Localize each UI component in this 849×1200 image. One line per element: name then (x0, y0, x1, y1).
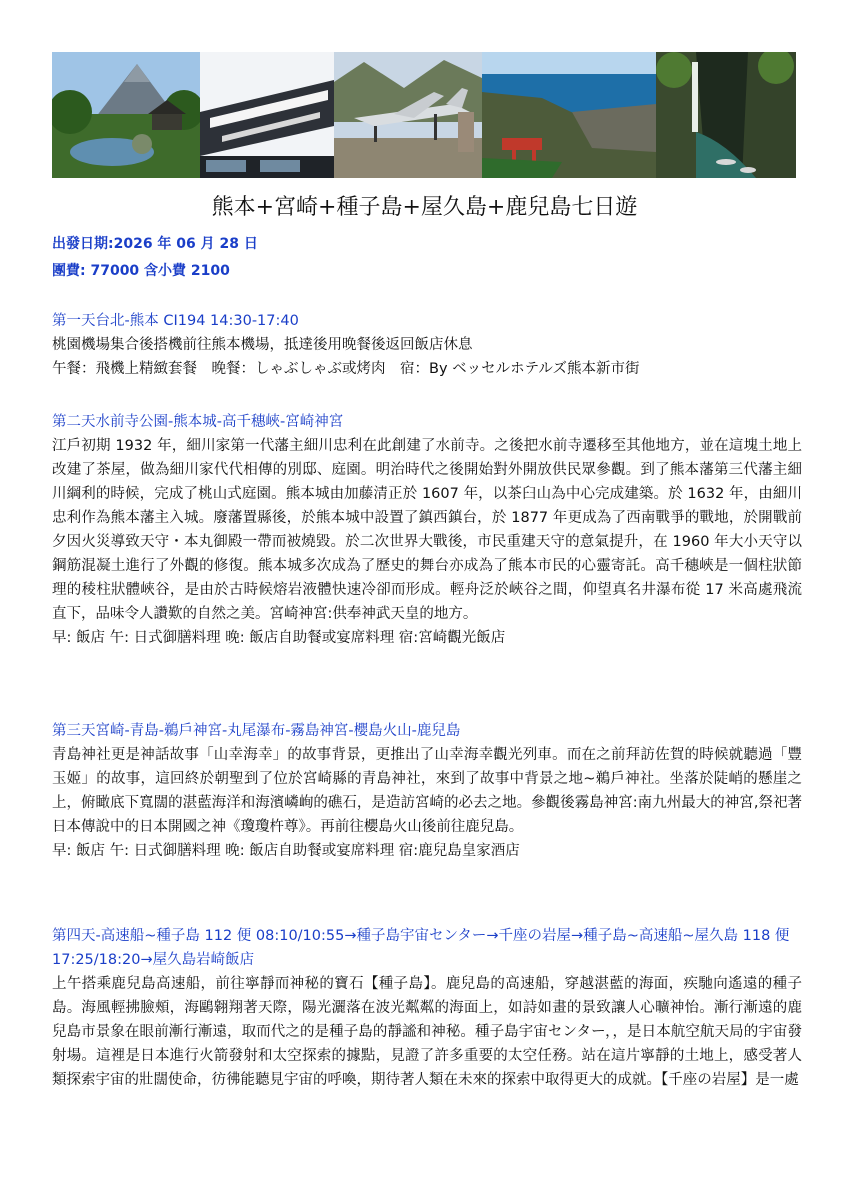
aircraft-photo (334, 52, 482, 178)
doc-title: 熊本+宮崎+種子島+屋久島+鹿兒島七日遊 (211, 195, 638, 220)
day-meals: 早: 飯店 午: 日式御膳料理 晚: 飯店自助餐或宴席料理 宿:宮崎觀光飯店 (52, 630, 506, 646)
departure-date: 出發日期:2026 年 06 月 28 日 (52, 236, 258, 252)
day-title: 第一天台北-熊本 CI194 14:30-17:40 (52, 313, 299, 329)
day-section-2 (52, 410, 802, 650)
day-section-3 (52, 719, 802, 863)
tour-price: 團費: 77000 含小費 2100 (52, 263, 230, 279)
garden-photo (52, 52, 200, 178)
day-section-4 (52, 924, 802, 1092)
day-body: 江戶初期 1932 年，細川家第一代藩主細川忠利在此創建了水前寺。之後把水前寺遷移至其他地方，並在這塊土地上改建了茶屋，做為細川家代代相傳的別邸、庭園。明治時代之後開始對外開放供民眾參觀。到了熊本藩第三代藩主細川綱利的時候，完成了桃山式庭園。熊本城由加藤清正於 1607 年，以茶臼山為中心完成建築。於 1632 年，由細川忠利作為熊本藩主入城。廢藩置縣後，於熊本城中設置了鎮西鎮台，於 1877 年更成為了西南戰爭的戰地，於開戰前夕因火災導致天守・本丸御殿一帶而被燒毀。於二次世界大戰後，市民重建天守的意氣提升，在 1960 年大小天守以鋼筋混凝土進行了外觀的修復。熊本城多次成為了歷史的舞台亦成為了熊本市民的心靈寄託。高千穗峽是一個柱狀節理的稜柱狀體峽谷，是由於古時候熔岩液體快速冷卻而形成。輕舟泛於峽谷之間，仰望真名井瀑布從 17 米高處飛流直下，品味令人讚歎的自然之美。宮崎神宮:供奉神武天皇的地方。 (52, 438, 802, 622)
day-body: 上午搭乘鹿兒島高速船，前往寧靜而神秘的寶石【種子島】。鹿兒島的高速船，穿越湛藍的海面，疾馳向遙遠的種子島。海風輕拂臉頰，海鷗翱翔著天際，陽光灑落在波光粼粼的海面上，如詩如畫的景致讓人心曠神怡。漸行漸遠的鹿兒島市景象在眼前漸行漸遠，取而代之的是種子島的靜謐和神秘。種子島宇宙センター，，是日本航空航天局的宇宙發射場。這裡是日本進行火箭發射和太空探索的據點，見證了許多重要的太空任務。站在這片寧靜的土地上，感受著人類探索宇宙的壯闊使命，彷彿能聽見宇宙的呼喚，期待著人類在未來的探索中取得更大的成就。【千座の岩屋】是一處 (52, 976, 802, 1088)
day-title: 第四天-高速船~種子島 112 便 08:10/10:55→種子島宇宙センター→千座の岩屋→種子島~高速船~屋久島 118 便 17:25/18:20→屋久島岩崎飯店 (52, 928, 790, 968)
day-meals: 早: 飯店 午: 日式御膳料理 晚: 飯店自助餐或宴席料理 宿:鹿兒島皇家酒店 (52, 843, 520, 859)
photo-strip (52, 52, 796, 178)
day-body: 青島神社更是神話故事「山幸海幸」的故事背景，更推出了山幸海幸觀光列車。而在之前拜訪佐賀的時候就聽過「豐玉姬」的故事，這回終於朝聖到了位於宮崎縣的青島神社，來到了故事中背景之地~鵜戶神社。坐落於陡峭的懸崖之上，俯瞰底下寬闊的湛藍海洋和海濱嶙峋的礁石，是造訪宮崎的必去之地。參觀後霧島神宮:南九州最大的神宮,祭祀著日本傳說中的日本開國之神《瓊瓊杵尊》。再前往櫻島火山後前往鹿兒島。 (52, 747, 802, 835)
day-section-1 (52, 309, 802, 381)
day-meals: 午餐：飛機上精緻套餐 晚餐：しゃぶしゃぶ或烤肉 宿：By ベッセルホテルズ熊本新市街 (52, 361, 640, 377)
day-title: 第二天水前寺公園-熊本城-高千穗峽-宮崎神宮 (52, 414, 344, 430)
day-body: 桃園機場集合後搭機前往熊本機場，抵達後用晚餐後返回飯店休息 (52, 337, 473, 353)
day-title: 第三天宮崎-青島-鵜戶神宮-丸尾瀑布-霧島神宮-櫻島火山-鹿兒島 (52, 723, 461, 739)
shrine-coast-photo (482, 52, 656, 178)
airport-photo (200, 52, 334, 178)
gorge-photo (656, 52, 796, 178)
